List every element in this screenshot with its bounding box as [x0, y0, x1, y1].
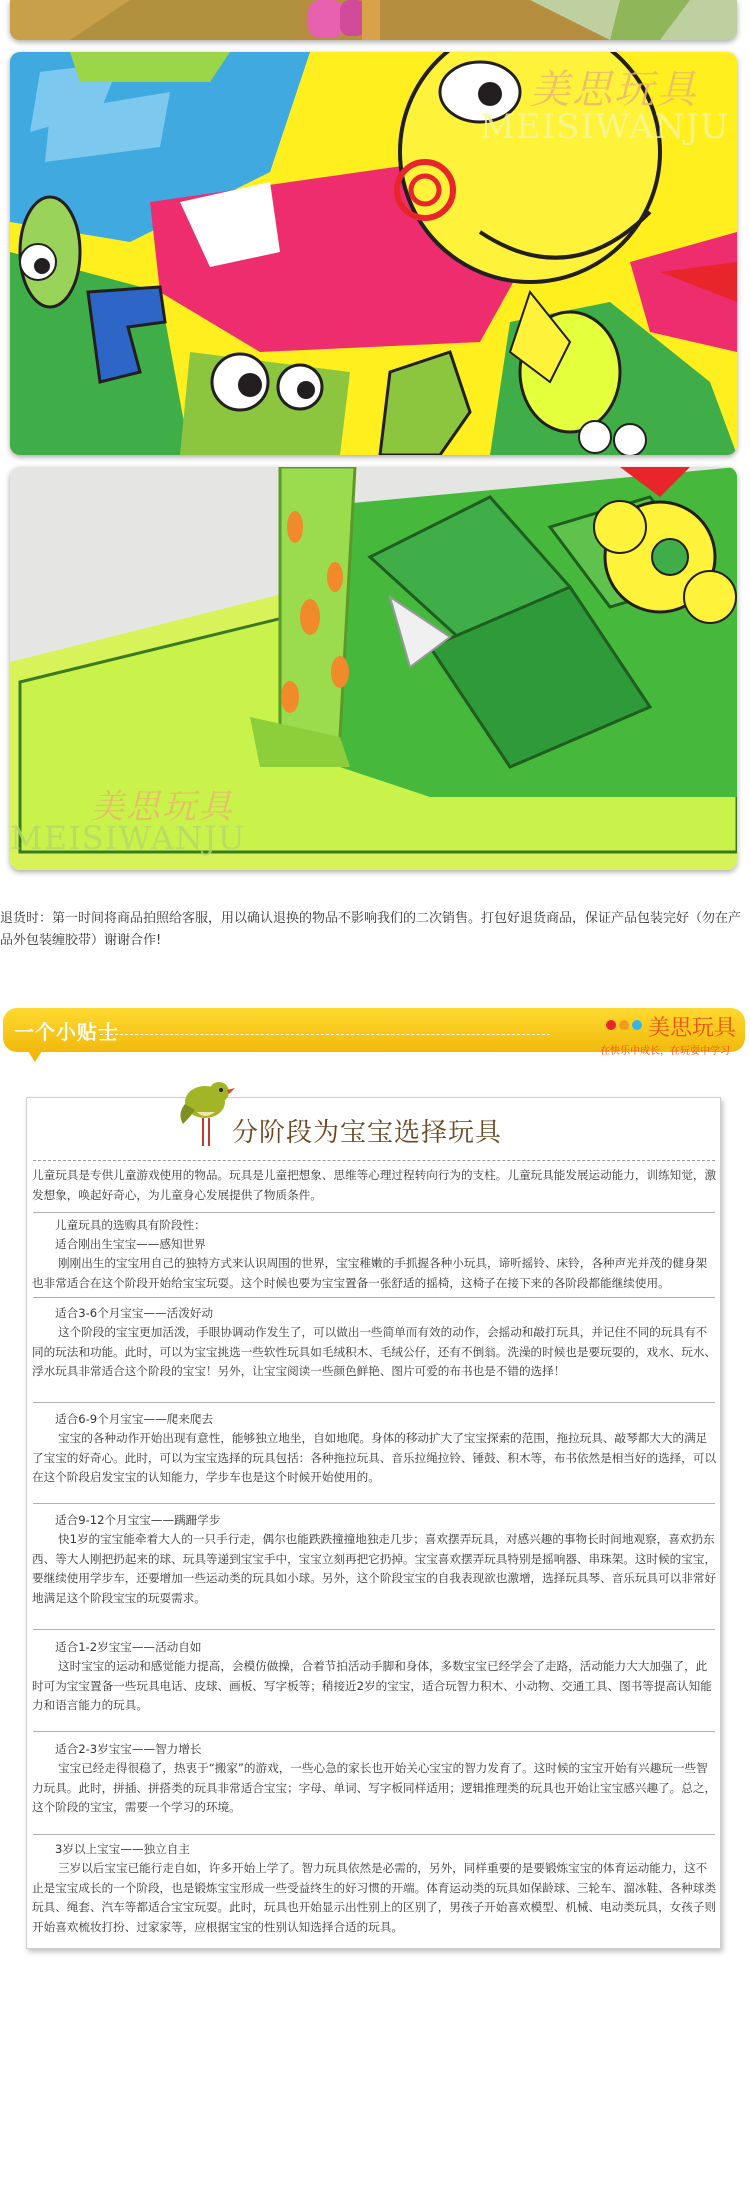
section-heading: 适合2-3岁宝宝——智力增长: [55, 1742, 202, 1756]
divider: [33, 1834, 715, 1835]
title-divider: [33, 1160, 715, 1161]
watermark-cn: 美思玩具: [530, 67, 698, 113]
tip-dot-orange: [619, 1020, 629, 1030]
section-body: 宝宝已经走得很稳了，热衷于“搬家”的游戏，一些心急的家长也开始关心宝宝的智力发育了。这时候的宝宝开始有兴趣玩一些智力玩具。此时，拼插、拼搭类的玩具非常适合宝宝；字母、单词、写字板同样适用；逻辑推理类的玩具也开始让宝宝感兴趣了。总之，这个阶段的宝宝，需要一个学习的环境。: [32, 1761, 717, 1814]
section-body: 三岁以后宝宝已能行走自如，许多开始上学了。智力玩具依然是必需的，另外，同样重要的是要锻炼宝宝的体育运动能力，这不止是宝宝成长的一个阶段，也是锻炼宝宝形成一些受益终生的好习惯的开端。体育运动类的玩具如保龄球、三轮车、溜冰鞋、各种球类玩具、绳套、汽车等都适合宝宝玩耍。此时，玩具也开始显示出性别上的区别了，男孩子开始喜欢模型、机械、电动类玩具，女孩子则开始喜欢梳妆打扮、过家家等，应根据宝宝的性别认知选择合适的玩具。: [32, 1861, 717, 1934]
tip-banner: [0, 1000, 750, 1070]
return-notice: 退货时：第一时间将商品拍照给客服，用以确认退换的物品不影响我们的二次销售。打包好退货商品，保证产品包装完好（勿在产品外包装缠胶带）谢谢合作!: [0, 911, 742, 948]
tip-brand: 美思玩具: [648, 1016, 737, 1041]
section-heading: 适合3-6个月宝宝——活泼好动: [55, 1306, 214, 1320]
section-body: 快1岁的宝宝能牵着大人的一只手行走，偶尔也能跌跌撞撞地独走几步；喜欢摆弄玩具，对感兴趣的事物长时间地观察，喜欢扔东西、等大人刚把扔起来的球、玩具等递到宝宝手中，宝宝立刻再把它扔掉。宝宝喜欢摆弄玩具特别是摇响器、串珠架。这时候的宝宝，要继续使用学步车，还要增加一些运动类的玩具如小球。另外，这个阶段宝宝的自我表现欲也激增，选择玩具琴、音乐玩具可以非常好地满足这个阶段宝宝的玩耍需求。: [32, 1532, 717, 1605]
tip-dots: [606, 1020, 642, 1030]
divider: [33, 1503, 715, 1504]
divider: [33, 1629, 715, 1630]
section-body: 宝宝的各种动作开始出现有意性，能够独立地坐，自如地爬。身体的移动扩大了宝宝探索的范围，拖拉玩具、敲琴都大大的满足了宝宝的好奇心。此时，可以为宝宝选择的玩具包括：各种拖拉玩具、音乐拉绳拉铃、锤鼓、积木等，布书依然是相当好的选择，可以在这个阶段启发宝宝的认知能力，学步车也是这个时候开始使用的。: [32, 1431, 717, 1484]
article-header: [27, 1098, 720, 1158]
article-card: [26, 1097, 721, 1949]
section-heading: 适合刚出生宝宝——感知世界: [55, 1237, 206, 1251]
product-photo-top: [10, 0, 737, 40]
article-intro: 儿童玩具是专供儿童游戏使用的物品。玩具是儿童把想象、思维等心理过程转向行为的支柱。儿童玩具能发展运动能力，训练知觉，激发想象，唤起好奇心，为儿童身心发展提供了物质条件。: [32, 1168, 717, 1202]
section-heading: 适合9-12个月宝宝——蹒跚学步: [55, 1513, 221, 1527]
section-body: 刚刚出生的宝宝用自己的独特方式来认识周围的世界，宝宝稚嫩的手抓握各种小玩具，谛听摇铃、床铃，各种声光并茂的健身架也非常适合在这个阶段开始给宝宝玩耍。这个时候也要为宝宝置备一张舒适的摇椅，这椅子在接下来的各阶段都能继续使用。: [32, 1256, 708, 1290]
section-heading: 适合6-9个月宝宝——爬来爬去: [55, 1412, 214, 1426]
tip-tail: [26, 1048, 44, 1062]
section-body: 这时宝宝的运动和感觉能力提高，会模仿做操，合着节拍活动手脚和身体，多数宝宝已经学会了走路，活动能力大大加强了，此时可为宝宝置备一些玩具电话、皮球、画板、写字板等；稍接近2岁的宝宝，适合玩智力积木、小动物、交通工具、图书等提高认知能力和语言能力的玩具。: [32, 1659, 712, 1712]
section-body: 这个阶段的宝宝更加活泼，手眼协调动作发生了，可以做出一些简单而有效的动作，会摇动和敲打玩具，并记住不同的玩具有不同的玩法和功能。此时，可以为宝宝挑选一些软性玩具如毛绒积木、毛绒公仔，还有不倒翁。洗澡的时候也是要玩耍的，戏水、玩水、浮水玩具非常适合这个阶段的宝宝！另外，让宝宝阅读一些颜色鲜艳、图片可爱的布书也是不错的选择！: [32, 1325, 717, 1378]
product-photo-corner: [10, 467, 737, 870]
tip-title: 一个小贴士: [14, 1020, 119, 1044]
product-photo-cartoon: [10, 52, 737, 455]
divider: [33, 1297, 715, 1298]
tip-slogan: 在快乐中成长，在玩耍中学习: [600, 1046, 730, 1057]
section-heading: 适合1-2岁宝宝——活动自如: [55, 1640, 202, 1654]
bird-icon: [177, 1074, 237, 1149]
section-heading: 3岁以上宝宝——独立自主: [55, 1842, 190, 1856]
divider: [33, 1402, 715, 1403]
article-title: 分阶段为宝宝选择玩具: [232, 1118, 503, 1148]
watermark-en: MEISIWANJU: [480, 107, 730, 147]
watermark-en-2: MEISIWANJU: [10, 819, 246, 857]
tip-dot-red: [606, 1020, 616, 1030]
watermark-cn-2: 美思玩具: [90, 787, 234, 827]
divider: [33, 1731, 715, 1732]
divider: [33, 1212, 715, 1213]
stages-heading: 儿童玩具的选购具有阶段性：: [55, 1218, 206, 1232]
tip-divider: [100, 1034, 550, 1035]
tip-dot-blue: [632, 1020, 642, 1030]
